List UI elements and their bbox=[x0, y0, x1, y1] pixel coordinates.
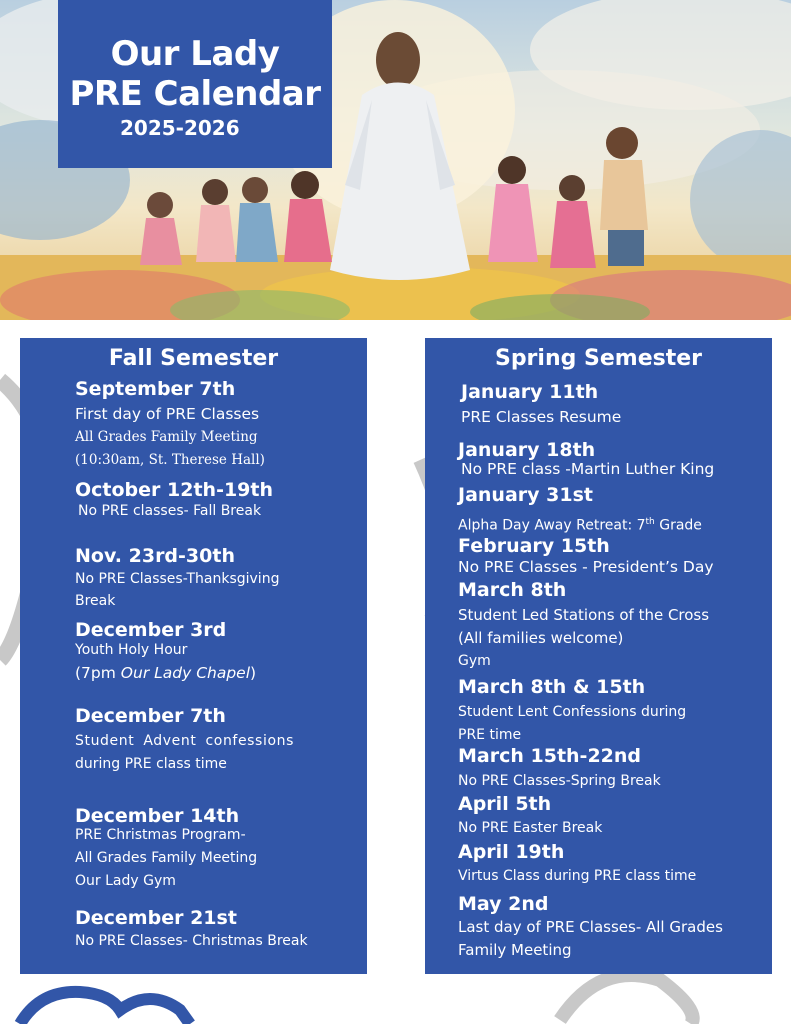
event-description: Break bbox=[75, 593, 116, 609]
event-description: No PRE Classes-Spring Break bbox=[458, 773, 661, 789]
event-description bbox=[75, 662, 256, 685]
event-description: First day of PRE Classes bbox=[75, 405, 260, 423]
event-date: September 7th bbox=[75, 378, 236, 400]
fall-semester-heading: Fall Semester bbox=[108, 346, 279, 371]
event-date: January 31st bbox=[458, 484, 593, 506]
event-description: Student Led Stations of the Cross bbox=[458, 606, 710, 624]
event-description: No PRE Classes-Thanksgiving bbox=[75, 571, 280, 587]
event-date: December 3rd bbox=[75, 619, 227, 641]
event-date: April 19th bbox=[458, 841, 565, 863]
event-time: (7pm bbox=[75, 664, 116, 682]
event-description: Virtus Class during PRE class time bbox=[458, 868, 697, 884]
event-description: Student Advent confessions bbox=[75, 733, 294, 749]
event-date: April 5th bbox=[458, 793, 552, 815]
event-description: No PRE class -Martin Luther King bbox=[461, 460, 715, 478]
event-description: PRE time bbox=[458, 727, 522, 743]
event-description: No PRE classes- Fall Break bbox=[78, 503, 262, 519]
event-description: No PRE Classes - President’s Day bbox=[458, 558, 714, 576]
event-description bbox=[458, 511, 702, 537]
event-description: No PRE Classes- Christmas Break bbox=[75, 933, 308, 949]
closing-paren: ) bbox=[250, 664, 257, 682]
event-location: Our Lady Chapel bbox=[120, 664, 251, 682]
event-date: Nov. 23rd-30th bbox=[75, 545, 235, 567]
event-date: October 12th-19th bbox=[75, 479, 274, 501]
event-date: January 11th bbox=[461, 381, 599, 403]
event-description: Family Meeting bbox=[458, 941, 572, 959]
event-description: (All families welcome) bbox=[458, 629, 624, 647]
event-date: March 8th bbox=[458, 579, 567, 601]
event-date: January 18th bbox=[458, 439, 596, 461]
event-date: December 21st bbox=[75, 907, 237, 929]
event-description: Gym bbox=[458, 653, 491, 669]
school-year: 2025-2026 bbox=[120, 116, 240, 140]
title-line-2: PRE Calendar bbox=[69, 74, 321, 114]
event-date: May 2nd bbox=[458, 893, 549, 915]
title-block bbox=[58, 0, 332, 168]
event-description: Youth Holy Hour bbox=[75, 642, 188, 658]
event-description: No PRE Easter Break bbox=[458, 820, 603, 836]
event-description: All Grades Family Meeting bbox=[75, 850, 258, 866]
event-description: during PRE class time bbox=[75, 756, 227, 772]
title-line-1: Our Lady bbox=[110, 34, 280, 74]
ordinal-suffix: th bbox=[645, 517, 655, 527]
event-description: Student Lent Confessions during bbox=[458, 704, 687, 720]
event-date: December 14th bbox=[75, 805, 240, 827]
event-description: Our Lady Gym bbox=[75, 873, 176, 889]
spring-semester-heading: Spring Semester bbox=[494, 346, 703, 371]
event-date: March 15th-22nd bbox=[458, 745, 642, 767]
event-date: February 15th bbox=[458, 535, 610, 557]
event-description: All Grades Family Meeting bbox=[75, 429, 258, 445]
event-description: (10:30am, St. Therese Hall) bbox=[75, 452, 265, 468]
event-description: PRE Christmas Program- bbox=[75, 827, 246, 843]
event-text: Grade bbox=[654, 517, 702, 534]
fall-semester-panel bbox=[20, 338, 367, 974]
event-description: Last day of PRE Classes- All Grades bbox=[458, 918, 723, 936]
event-date: December 7th bbox=[75, 705, 226, 727]
event-text: Alpha Day Away Retreat: 7 bbox=[458, 517, 646, 534]
spring-semester-panel bbox=[425, 338, 772, 974]
event-description: PRE Classes Resume bbox=[461, 408, 622, 426]
event-date: March 8th & 15th bbox=[458, 676, 646, 698]
